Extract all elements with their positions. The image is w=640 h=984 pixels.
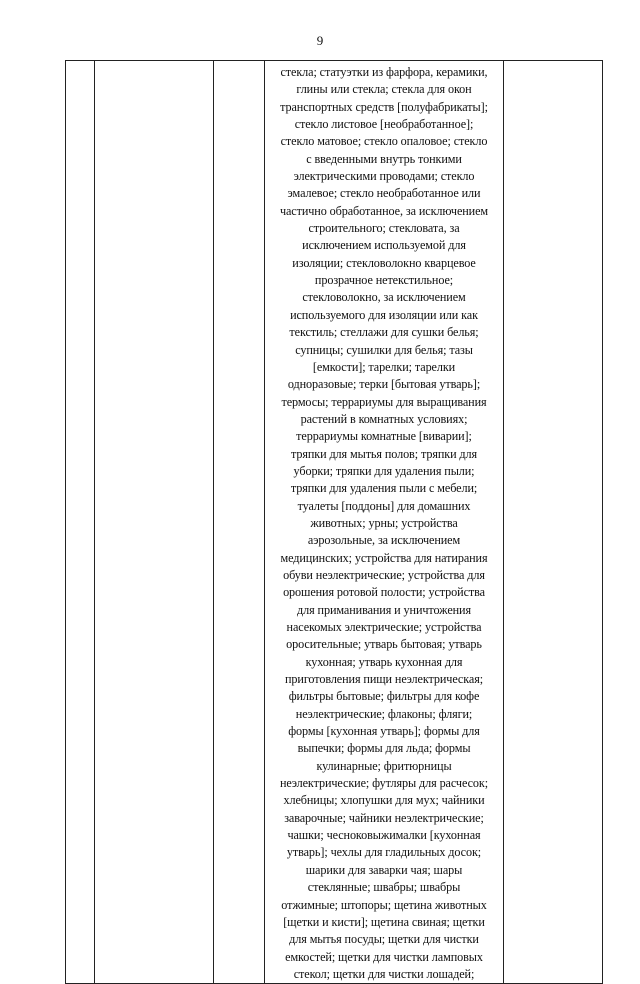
goods-text-line: животных; урны; устройства [310,515,458,530]
goods-text-line: хлебницы; хлопушки для мух; чайники [283,793,485,808]
goods-text-line: глины или стекла; стекла для окон [296,82,472,97]
goods-text-line: частично обработанное, за исключением [279,203,489,218]
goods-list-text [267,64,501,983]
goods-text-line: выпечки; формы для льда; формы [297,741,471,756]
goods-text-line: исключением используемой для [302,238,466,253]
goods-text-line: орошения ротовой полости; устройства [283,585,485,600]
goods-text-line: чашки; чесноковыжималки [кухонная [287,828,481,843]
goods-text-line: емкостей; щетки для чистки ламповых [285,949,483,964]
goods-text-line: транспортных средств [полуфабрикаты]; [280,99,488,114]
goods-text-line: используемого для изоляции или как [290,307,478,322]
goods-text-line: супницы; сушилки для белья; тазы [295,342,473,357]
goods-text-line: неэлектрические; футляры для расчесок; [279,776,488,791]
goods-text-line: отжимные; штопоры; щетина животных [281,897,487,912]
goods-text-line: формы [кухонная утварь]; формы для [288,724,480,739]
goods-text-line: фильтры бытовые; фильтры для кофе [288,689,480,704]
goods-text-line: для мытья посуды; щетки для чистки [289,932,479,947]
goods-text-line: туалеты [поддоны] для домашних [297,498,471,513]
goods-text-line: кухонная; утварь кухонная для [305,654,463,669]
table-cell-notes [504,61,603,984]
table-row [66,61,603,984]
goods-text-line: аэрозольные, за исключением [307,533,461,548]
goods-text-line: электрическими проводами; стекло [293,169,475,184]
goods-text-line: медицинских; устройства для натирания [280,550,488,565]
goods-text-line: термосы; террариумы для выращивания [281,394,487,409]
table-cell-goods-list [265,61,504,984]
goods-text-line: растений в комнатных условиях; [300,411,468,426]
goods-text-line: стекол; щетки для чистки лошадей; [293,966,475,981]
table-cell-designation [95,61,214,984]
table-cell-class [214,61,265,984]
goods-text-line: насекомых электрические; устройства [286,620,482,634]
goods-text-line: оросительные; утварь бытовая; утварь [286,637,482,652]
goods-text-line: неэлектрические; флаконы; фляги; [295,706,473,721]
goods-text-line: строительного; стекловата, за [308,221,460,236]
goods-text-line: обуви неэлектрические; устройства для [283,567,485,582]
goods-text-line: заварочные; чайники неэлектрические; [284,810,484,825]
goods-text-line: кулинарные; фритюрницы [316,758,452,773]
document-table [65,60,603,984]
goods-text-line: стеклянные; швабры; швабры [307,880,461,895]
goods-text-line: эмалевое; стекло необработанное или [287,186,481,201]
goods-text-line: одноразовые; терки [бытовая утварь]; [287,377,481,392]
goods-text-line: стекло листовое [необработанное]; [294,117,474,132]
goods-text-line: приготовления пищи неэлектрическая; [285,672,483,687]
table-cell-number [66,61,95,984]
goods-text-line: прозрачное нетекстильное; [314,273,454,288]
page-number: 9 [316,33,324,48]
goods-text-line: [щетки и кисти]; щетина свиная; щетки [283,914,485,929]
goods-text-line: с введенными внутрь тонкими [306,151,462,166]
goods-text-line: утварь]; чехлы для гладильных досок; [286,845,482,860]
goods-text-line: террариумы комнатные [виварии]; [296,429,472,444]
goods-text-line: изоляции; стекловолокно кварцевое [292,255,476,270]
goods-text-line: уборки; тряпки для удаления пыли; [293,463,475,478]
goods-text-line: тряпки для удаления пыли с мебели; [290,481,478,496]
goods-text-line: стекловолокно, за исключением [302,290,466,305]
goods-text-line: для приманивания и уничтожения [297,602,471,617]
goods-text-line: стекло матовое; стекло опаловое; стекло [280,134,488,149]
goods-text-line: шарики для заварки чая; шары [305,862,463,877]
goods-text-line: [емкости]; тарелки; тарелки [312,359,456,374]
goods-text-line: тряпки для мытья полов; тряпки для [290,446,478,461]
goods-text-line: текстиль; стеллажи для сушки белья; [289,325,479,340]
goods-text-line: стекла; статуэтки из фарфора, керамики, [280,65,488,79]
